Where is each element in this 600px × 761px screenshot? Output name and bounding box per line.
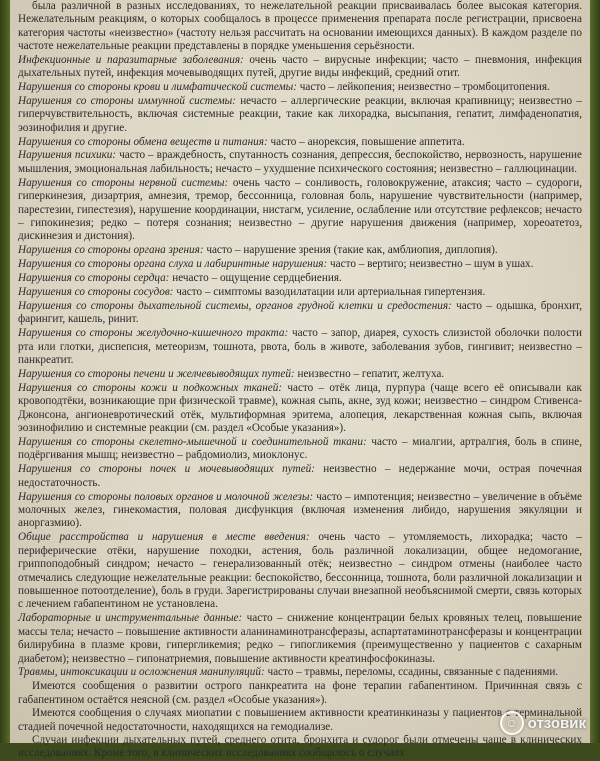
section-paragraph bbox=[18, 382, 582, 436]
background-edge-right bbox=[590, 0, 600, 743]
intro-paragraph: была различной в разных исследованиях, то нежелательной реакции присваивалась более высокая категория. Нежелательным реакциям, о которых сообщалось в процессе применения препарата после регистрации, присвоена категория частоты «неизвестно» (частоту нельзя рассчитать на основании имеющихся данных). В каждом разделе по частоте нежелательные реакции представлены в порядке уменьшения серьёзности. bbox=[18, 0, 582, 53]
section-heading: Нарушения со стороны органа зрения: bbox=[18, 244, 204, 257]
section-paragraph bbox=[18, 463, 582, 490]
section-paragraph bbox=[18, 244, 582, 257]
section-text: часто – импотенция; неизвестно – увеличение в объёме молочных желез, гинекомастия, половая дисфункция (включая изменения либидо, нарушения эякуляции и аноргазмию). bbox=[18, 490, 582, 530]
section-text: часто – нарушение зрения (такие как, амблиопия, диплопия). bbox=[203, 244, 498, 257]
section-paragraph bbox=[18, 272, 582, 285]
closing-paragraphs bbox=[18, 680, 582, 760]
section-heading: Нарушения со стороны крови и лимфатической системы: bbox=[18, 80, 297, 93]
section-paragraph bbox=[18, 81, 582, 94]
closing-paragraph: Имеются сообщения о развитии острого панкреатита на фоне терапии габапентином. Причинная связь с габапентином остаётся неясной (см. раздел «Особые указания»). bbox=[18, 680, 582, 706]
leaflet-page bbox=[10, 0, 590, 760]
section-heading: Нарушения со стороны нервной системы: bbox=[18, 176, 229, 189]
section-heading: Инфекционные и паразитарные заболевания: bbox=[18, 53, 244, 66]
section-text: нечасто – ощущение сердцебиения. bbox=[169, 272, 342, 285]
section-text: часто – запор, диарея, сухость слизистой оболочки полости рта или глотки, диспепсия, метеоризм, тошнота, рвота, боль в животе, заболевания зубов, гингивит; неизвестно – панкреатит. bbox=[18, 327, 582, 367]
section-text: часто – травмы, переломы, ссадины, связанные с падениями. bbox=[264, 666, 559, 679]
section-text: часто – симптомы вазодилатации или артериальная гипертензия. bbox=[173, 286, 486, 299]
section-heading: Нарушения со стороны обмена веществ и питания: bbox=[18, 135, 268, 148]
section-text: часто – снижение концентрации белых кровяных телец, повышение массы тела; нечасто – повышение активности аланинаминотрансферазы, аспартатаминотрансферазы и концентрации билирубина в плазме крови, гипергликемия; редко – гипогликемия (преимущественно у пациентов с сахарным диабетом); неизвестно – гипонатриемия, повышение активности креатинфосфокиназы. bbox=[18, 612, 582, 665]
section-heading: Нарушения со стороны сердца: bbox=[18, 272, 170, 285]
section-text: неизвестно – гепатит, желтуха. bbox=[294, 367, 445, 380]
section-paragraph bbox=[18, 327, 582, 367]
otzovik-logo-icon: ☺ bbox=[500, 711, 524, 735]
watermark bbox=[500, 711, 586, 735]
section-text: очень часто – сонливость, головокружение, атаксия; часто – судороги, гиперкинезия, дизартрия, амнезия, тремор, бессонница, головная боль, нарушение чувствительности (например, парестезии, гипестезия), нарушение координации, нистагм, усиление, ослабление или отсутствие рефлексов; нечасто – гипокинезия; редко – потеря сознания; неизвестно – другие нарушения движения (например, хореоатетоз, дискинезия и дистония). bbox=[18, 176, 582, 243]
section-paragraph bbox=[18, 436, 582, 463]
section-text: часто – отёк лица, пурпура (чаще всего её описывали как кровоподтёки, возникающие при физической травме), кожная сыпь, акне, зуд кожи; неизвестно – синдром Стивенса-Джонсона, ангионевротический отёк, мультиформная эритема, алопеция, лекарственная кожная сыпь, включая эозинофилию и системные реакции (см. раздел «Особые указания»). bbox=[18, 381, 582, 435]
section-text: часто – вертиго; неизвестно – шум в ушах. bbox=[327, 258, 534, 271]
section-text: часто – анорексия, повышение аппетита. bbox=[267, 135, 465, 148]
section-paragraph bbox=[18, 136, 582, 149]
section-paragraph bbox=[18, 149, 582, 176]
closing-paragraph: Имеются сообщения о случаях миопатии с повышением активности креатинкиназы у пациентов с терминальной стадией почечной недостаточности, находящихся на гемодиализе. bbox=[18, 707, 582, 733]
section-paragraph bbox=[18, 286, 582, 299]
section-text: нечасто – аллергические реакции, включая крапивницу; неизвестно – гиперчувствительность, включая системные реакции, такие как лихорадка, высыпания, гепатит, лимфаденопатия, эозинофилия и другие. bbox=[18, 94, 582, 134]
watermark-text: отзовик bbox=[527, 714, 586, 732]
section-paragraph bbox=[18, 368, 582, 381]
section-heading: Лабораторные и инструментальные данные: bbox=[18, 612, 243, 625]
section-paragraph bbox=[18, 258, 582, 271]
section-heading: Нарушения со стороны половых органов и молочной железы: bbox=[18, 490, 314, 503]
section-paragraph bbox=[18, 666, 582, 679]
section-text: неизвестно – недержание мочи, острая почечная недостаточность. bbox=[18, 463, 582, 489]
section-heading: Нарушения психики: bbox=[18, 149, 117, 162]
section-paragraph bbox=[18, 491, 582, 531]
section-paragraph bbox=[18, 95, 582, 135]
section-heading: Нарушения со стороны дыхательной системы, органов грудной клетки и средостения: bbox=[18, 299, 452, 312]
section-text: очень часто – вирусные инфекции; часто – пневмония, инфекция дыхательных путей, инфекция мочевыводящих путей, другие виды инфекций, средний отит. bbox=[18, 53, 582, 80]
section-paragraph bbox=[18, 612, 582, 666]
section-text: очень часто – утомляемость, лихорадка; часто – периферические отёки, нарушение походки, астения, боль различной локализации, общее недомогание, гриппоподобный синдром; нечасто – генерализованный отёк; неизвестно – синдром отмены (наиболее часто отмечались следующие нежелательные реакции: беспокойство, бессонница, тошнота, боли различной локализации и повышенное потоотделение), боль в груди. Зарегистрированы случаи внезапной необъяснимой смерти, связь которых с лечением габапентином не установлена. bbox=[18, 531, 583, 611]
section-paragraph bbox=[18, 300, 582, 327]
section-heading: Нарушения со стороны скелетно-мышечной и соединительной ткани: bbox=[18, 436, 367, 448]
section-text: часто – миалгии, артралгия, боль в спине, подёргивания мышц; неизвестно – рабдомиолиз, миоклонус. bbox=[18, 436, 582, 462]
section-text: часто – одышка, бронхит, фарингит, кашель, ринит. bbox=[18, 299, 583, 326]
section-heading: Нарушения со стороны иммунной системы: bbox=[18, 94, 236, 107]
section-paragraph bbox=[18, 531, 582, 611]
section-heading: Травмы, интоксикации и осложнения манипуляций: bbox=[18, 666, 265, 679]
section-heading: Нарушения со стороны печени и желчевыводящих путей: bbox=[18, 367, 295, 380]
section-heading: Общие расстройства и нарушения в месте введения: bbox=[18, 531, 310, 544]
section-paragraph bbox=[18, 177, 582, 244]
side-effect-sections bbox=[18, 54, 582, 680]
background-edge-left bbox=[0, 0, 10, 743]
closing-paragraph: Случаи инфекции дыхательных путей, среднего отита, бронхита и судорог были отмечены чаще в клинических исследованиях. Кроме того, в клинических исследованиях сообщалось о случаях bbox=[18, 733, 582, 760]
section-heading: Нарушения со стороны желудочно-кишечного тракта: bbox=[18, 327, 289, 340]
section-paragraph bbox=[18, 54, 582, 81]
section-heading: Нарушения со стороны почек и мочевыводящих путей: bbox=[18, 463, 315, 476]
section-text: часто – враждебность, спутанность сознания, депрессия, беспокойство, нервозность, нарушение мышления, эмоциональная лабильность; нечасто – ухудшение психического состояния; неизвестно – галлюцинации. bbox=[18, 149, 582, 175]
section-heading: Нарушения со стороны кожи и подкожных тканей: bbox=[18, 381, 283, 394]
section-heading: Нарушения со стороны органа слуха и лабиринтные нарушения: bbox=[18, 258, 328, 271]
section-text: часто – лейкопения; неизвестно – тромбоцитопения. bbox=[297, 80, 550, 93]
section-heading: Нарушения со стороны сосудов: bbox=[18, 286, 174, 299]
